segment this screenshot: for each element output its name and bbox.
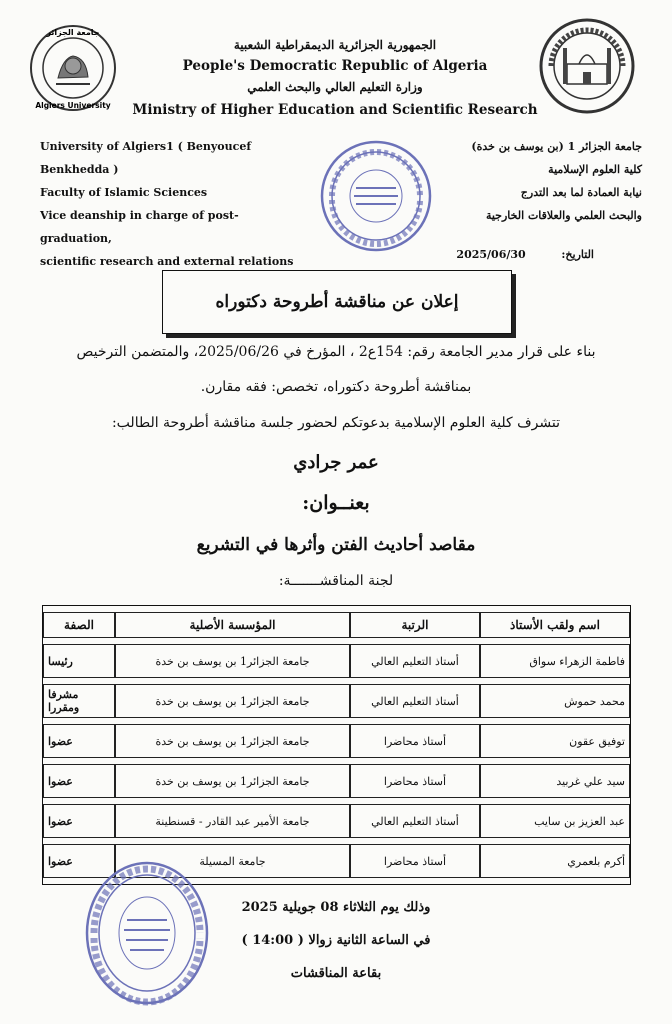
table-row — [43, 724, 630, 758]
cell-institution: جامعة الجزائر1 بن يوسف بن خدة — [115, 644, 350, 678]
cell-role: عضوا — [43, 724, 115, 758]
ministry-english: Ministry of Higher Education and Scientific Research — [132, 102, 538, 118]
ministry-arabic: وزارة التعليم العالي والبحث العلمي — [247, 80, 423, 94]
table-row — [43, 644, 630, 678]
cell-rank: أستاذ محاضرا — [350, 764, 480, 798]
document-date — [456, 248, 594, 261]
date-value: 2025/06/30 — [456, 248, 526, 261]
decision-line-1: بناء على قرار مدير الجامعة رقم: 154ع2 ، المؤرخ في 2025/06/26، والمتضمن الترخيص — [76, 344, 596, 360]
header-institution: المؤسسة الأصلية — [115, 612, 350, 638]
cell-institution: جامعة الجزائر1 بن يوسف بن خدة — [115, 724, 350, 758]
cell-name: توفيق عقون — [480, 724, 630, 758]
student-name: عمر جرادي — [293, 452, 379, 473]
university-english: University of Algiers1 ( Benyoucef Benkhedda ) — [40, 140, 252, 176]
cell-name: فاطمة الزهراء سواق — [480, 644, 630, 678]
header-role: الصفة — [43, 612, 115, 638]
thesis-title-label: بعنــوان: — [302, 492, 370, 514]
date-label: التاريخ: — [561, 248, 594, 261]
seal-text-top: جامعة الجزائر — [46, 28, 100, 37]
cell-role: عضوا — [43, 764, 115, 798]
table-row — [43, 684, 630, 718]
cell-name: سيد علي غربيد — [480, 764, 630, 798]
cell-institution: جامعة الأمير عبد القادر - قسنطينة — [115, 804, 350, 838]
english-affiliation-block — [40, 135, 300, 273]
cell-rank: أستاذ التعليم العالي — [350, 684, 480, 718]
faculty-logo — [537, 16, 637, 116]
cell-rank: أستاذ محاضرا — [350, 724, 480, 758]
invitation-line: تتشرف كلية العلوم الإسلامية بدعوتكم لحضور جلسة مناقشة أطروحة الطالب: — [111, 415, 561, 431]
defense-time: في الساعة الثانية زوالا ( 14:00 ) — [241, 933, 431, 948]
jury-table — [42, 605, 631, 885]
cell-role: عضوا — [43, 804, 115, 838]
university-seal-logo — [28, 22, 118, 114]
defense-date: وذلك يوم الثلاثاء 08 جويلية 2025 — [241, 900, 431, 915]
cell-institution: جامعة الجزائر1 بن يوسف بن خدة — [115, 684, 350, 718]
republic-arabic: الجمهورية الجزائرية الديمقراطية الشعبية — [233, 38, 437, 52]
announcement-title: إعلان عن مناقشة أطروحة دكتوراه — [162, 270, 512, 334]
cell-name: عبد العزيز بن سايب — [480, 804, 630, 838]
cell-institution: جامعة المسيلة — [115, 844, 350, 878]
header-name: اسم ولقب الأستاذ — [480, 612, 630, 638]
cell-rank: أستاذ التعليم العالي — [350, 804, 480, 838]
defense-location: بقاعة المناقشات — [290, 966, 382, 981]
republic-english: People's Democratic Republic of Algeria — [182, 58, 488, 74]
vice-deanship-arabic: نيابة العمادة لما بعد التدرج — [520, 186, 642, 199]
research-relations-english: scientific research and external relations — [40, 255, 294, 268]
cell-name: محمد حموش — [480, 684, 630, 718]
cell-role: مشرفا ومقررا — [43, 684, 115, 718]
cell-rank: أستاذ التعليم العالي — [350, 644, 480, 678]
seal-text-bottom: Algiers University — [35, 101, 111, 110]
faculty-arabic: كلية العلوم الإسلامية — [548, 163, 642, 176]
decision-line-2: بمناقشة أطروحة دكتوراه، تخصص: فقه مقارن. — [200, 379, 472, 395]
vice-deanship-english: Vice deanship in charge of post-graduation, — [40, 209, 239, 245]
header-rank: الرتبة — [350, 612, 480, 638]
cell-rank: أستاذ محاضرا — [350, 844, 480, 878]
cell-role: عضوا — [43, 844, 115, 878]
cell-role: رئيسا — [43, 644, 115, 678]
faculty-english: Faculty of Islamic Sciences — [40, 186, 208, 199]
jury-label: لجنة المناقشـــــــة: — [278, 573, 394, 589]
table-header-row — [43, 612, 630, 638]
table-row — [43, 804, 630, 838]
official-stamp-top — [318, 138, 434, 254]
thesis-title: مقاصد أحاديث الفتن وأثرها في التشريع — [196, 535, 476, 555]
cell-institution: جامعة الجزائر1 بن يوسف بن خدة — [115, 764, 350, 798]
arabic-affiliation-block — [422, 135, 642, 227]
cell-name: أكرم بلعمري — [480, 844, 630, 878]
research-relations-arabic: والبحث العلمي والعلاقات الخارجية — [485, 209, 642, 222]
university-arabic: جامعة الجزائر 1 (بن يوسف بن خدة) — [471, 140, 642, 153]
table-row — [43, 764, 630, 798]
